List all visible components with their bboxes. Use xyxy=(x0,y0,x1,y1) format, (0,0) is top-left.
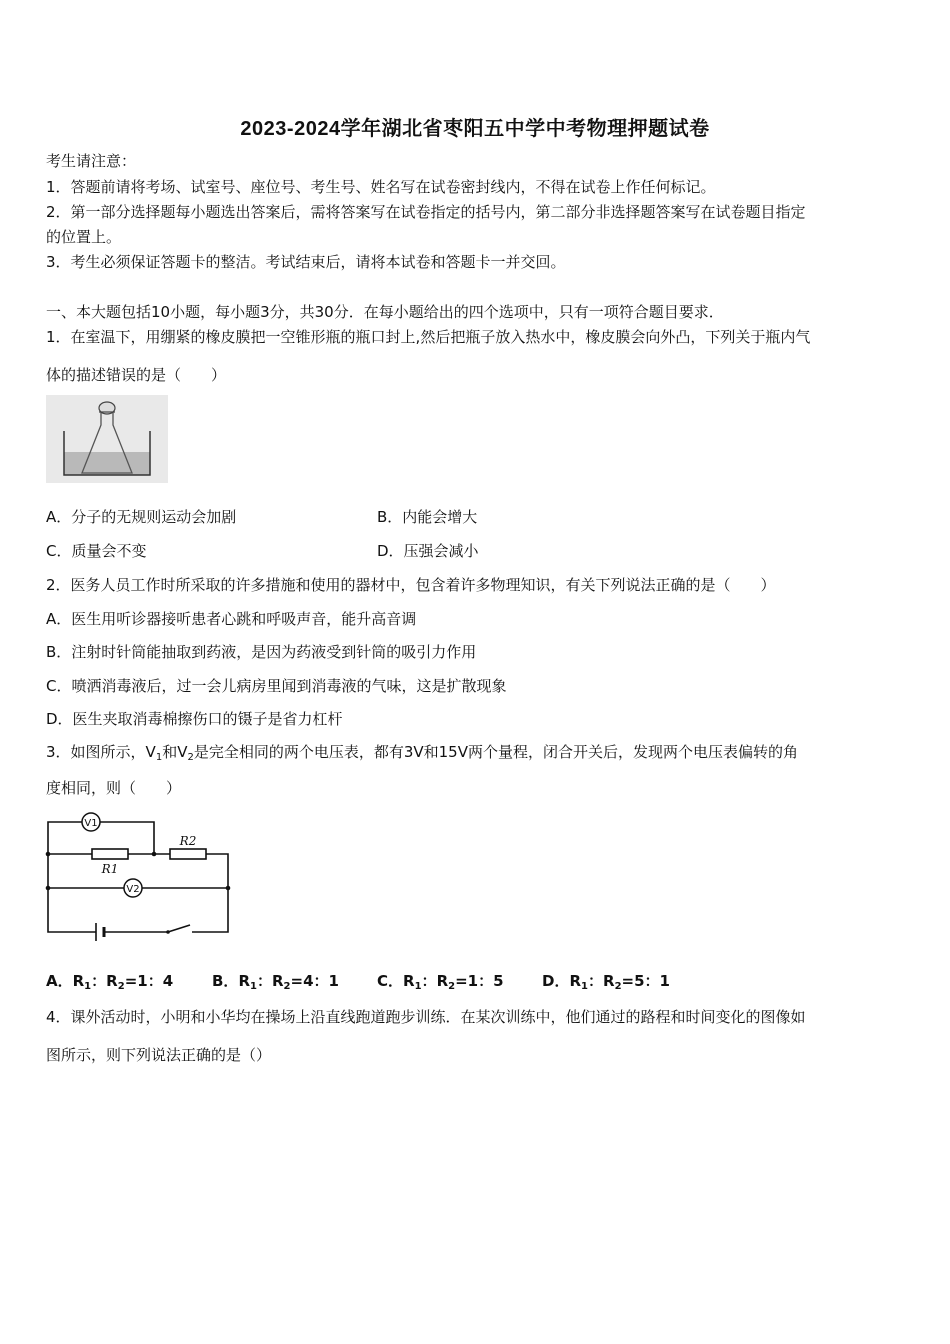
q3-stem-line2: 度相同，则（ ） xyxy=(46,779,182,797)
q3-option-d: D．$R_1$：$R_2=5$：1 xyxy=(542,972,670,992)
notice-item: 的位置上。 xyxy=(46,228,122,246)
q3-option-c: C．$R_1$：$R_2=1$：5 xyxy=(377,972,504,992)
flask-in-water-figure xyxy=(46,395,168,483)
q1-option-b: B．内能会增大 xyxy=(377,508,478,526)
q1-option-a: A．分子的无规则运动会加剧 xyxy=(46,508,237,526)
q2-option-a: A．医生用听诊器接听患者心跳和呼吸声音，能升高音调 xyxy=(46,610,417,628)
notice-item: 1．答题前请将考场、试室号、座位号、考生号、姓名写在试卷密封线内，不得在试卷上作任何标记。 xyxy=(46,178,716,196)
notice-item: 2．第一部分选择题每小题选出答案后，需将答案写在试卷指定的括号内，第二部分非选择题答案写在试卷题目指定 xyxy=(46,203,806,221)
notice-heading: 考生请注意： xyxy=(46,152,137,170)
notice-item: 3．考生必须保证答题卡的整洁。考试结束后，请将本试卷和答题卡一并交回。 xyxy=(46,253,566,271)
q2-stem: 2．医务人员工作时所采取的许多措施和使用的器材中，包含着许多物理知识，有关下列说法正确的是（ ） xyxy=(46,576,776,594)
v1-label: V1 xyxy=(84,818,98,829)
q3-option-b: B．$R_1$：$R_2=4$：1 xyxy=(212,972,339,992)
q2-option-b: B．注射时针筒能抽取到药液，是因为药液受到针筒的吸引力作用 xyxy=(46,643,477,661)
circuit-diagram xyxy=(44,812,236,946)
r2-label: R2 xyxy=(179,834,197,848)
q1-option-c: C．质量会不变 xyxy=(46,542,147,560)
q2-option-c: C．喷洒消毒液后，过一会儿病房里闻到消毒液的气味，这是扩散现象 xyxy=(46,677,507,695)
page-title: 2023-2024学年湖北省枣阳五中学中考物理押题试卷 xyxy=(240,118,710,140)
v2-label: V2 xyxy=(126,884,140,895)
q2-option-d: D．医生夹取消毒棉擦伤口的镊子是省力杠杆 xyxy=(46,710,343,728)
r1-label: R1 xyxy=(101,862,119,876)
q3-option-a: A．$R_1$：$R_2=1$：4 xyxy=(46,972,174,992)
q4-stem-line1: 4．课外活动时，小明和小华均在操场上沿直线跑道跑步训练．在某次训练中，他们通过的路程和时间变化的图像如 xyxy=(46,1008,806,1026)
q4-stem-line2: 图所示，则下列说法正确的是（） xyxy=(46,1046,272,1064)
q3-stem-line1: 3．如图所示，$V_1$和$V_2$是完全相同的两个电压表，都有3V和15V两个量程，闭合开关后，发现两个电压表偏转的角 xyxy=(46,743,798,763)
section-heading: 一、本大题包括10小题，每小题3分，共30分．在每小题给出的四个选项中，只有一项符合题目要求． xyxy=(46,303,724,321)
q1-stem-line1: 1．在室温下，用绷紧的橡皮膜把一空锥形瓶的瓶口封上,然后把瓶子放入热水中，橡皮膜会向外凸，下列关于瓶内气 xyxy=(46,328,811,346)
q1-stem-line2: 体的描述错误的是（ ） xyxy=(46,366,227,384)
q1-option-d: D．压强会减小 xyxy=(377,542,479,560)
